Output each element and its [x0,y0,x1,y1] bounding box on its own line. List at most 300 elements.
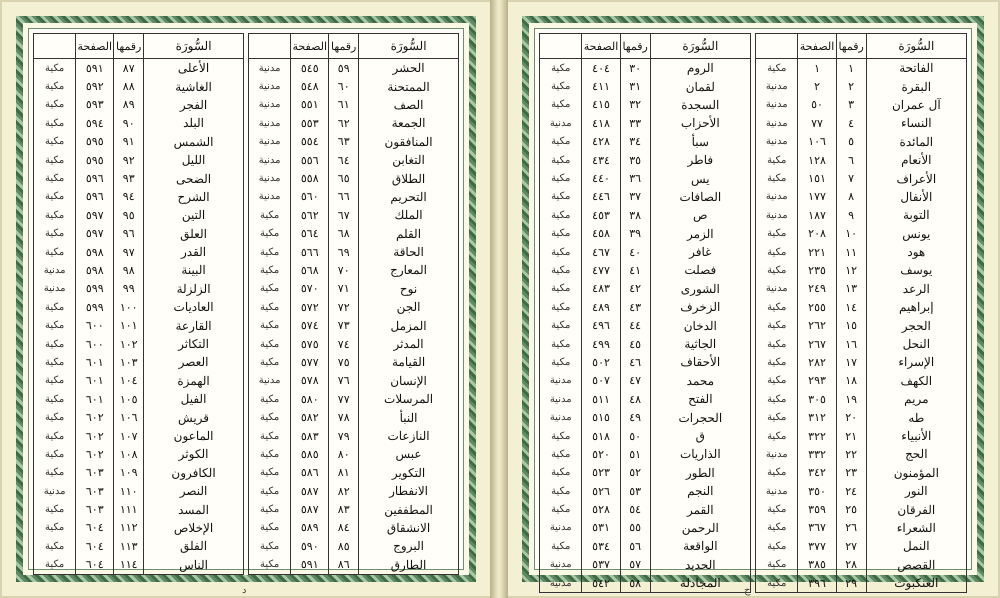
table-row [540,574,751,593]
surah-name: الواقعة [650,537,750,555]
surah-number: ١٣ [836,280,866,298]
revelation-type: مكية [34,243,76,261]
table-row [540,500,751,518]
table-row [249,77,459,95]
table-row [756,500,967,518]
revelation-type: مدنية [540,408,582,426]
surah-page: ٣٩٦ [798,574,836,593]
surah-name: ص [650,206,750,224]
revelation-type: مكية [34,298,76,316]
surah-name: آل عمران [866,96,966,114]
table-row [756,556,967,574]
table-row [540,206,751,224]
surah-page: ٥٩٥ [76,133,114,151]
table-row [249,96,459,114]
surah-page: ٦٠١ [76,353,114,371]
surah-number: ٣٨ [620,206,650,224]
revelation-type: مكية [756,261,798,279]
table-row [34,537,244,555]
table-row [756,206,967,224]
surah-number: ١٠٢ [114,335,144,353]
surah-index-table [755,33,967,593]
revelation-type: مكية [249,243,291,261]
surah-name: النجم [650,482,750,500]
table-row [756,169,967,187]
surah-name: الإنسان [359,372,459,390]
surah-name: لقمان [650,77,750,95]
table-row [249,537,459,555]
table-row [34,353,244,371]
surah-number: ١٠٥ [114,390,144,408]
surah-number: ٧٣ [329,316,359,334]
surah-name: الشورى [650,280,750,298]
surah-number: ٩١ [114,133,144,151]
surah-number: ١٠٠ [114,298,144,316]
surah-name: الطور [650,464,750,482]
surah-number: ٥٩ [329,59,359,78]
surah-name: البينة [144,261,244,279]
surah-number: ٤٠ [620,243,650,261]
surah-name: الليل [144,151,244,169]
surah-number: ٥٨ [620,574,650,593]
table-row [540,280,751,298]
surah-number: ٢١ [836,427,866,445]
surah-number: ٦٥ [329,169,359,187]
surah-name: الفيل [144,390,244,408]
revelation-type: مدنية [34,280,76,298]
surah-page: ٤٢٨ [582,133,620,151]
table-row [249,133,459,151]
surah-page: ٤٦٧ [582,243,620,261]
surah-page: ٥٧٢ [291,298,329,316]
table-row [34,316,244,334]
table-row [249,445,459,463]
surah-page: ٣٦٧ [798,519,836,537]
surah-number: ١٧ [836,353,866,371]
surah-name: الأنعام [866,151,966,169]
surah-page: ٢٥٥ [798,298,836,316]
surah-name: يس [650,169,750,187]
table-row [540,372,751,390]
surah-page: ٥٢٣ [582,464,620,482]
revelation-type: مكية [34,225,76,243]
revelation-type: مكية [34,114,76,132]
surah-page: ٥٨٧ [291,500,329,518]
surah-page: ٢٠٨ [798,225,836,243]
surah-name: الأعلى [144,59,244,78]
revelation-type: مكية [249,335,291,353]
revelation-type: مدنية [756,280,798,298]
table-row [249,151,459,169]
table-row [540,169,751,187]
surah-number: ٢٣ [836,464,866,482]
revelation-type: مكية [756,390,798,408]
surah-number: ١٥ [836,316,866,334]
surah-page: ٥٠ [798,96,836,114]
surah-number: ٥١ [620,445,650,463]
revelation-type: مدنية [540,114,582,132]
revelation-type: مكية [540,445,582,463]
surah-name: الشرح [144,188,244,206]
revelation-type: مكية [34,77,76,95]
surah-page: ٢٤٩ [798,280,836,298]
surah-page: ٣٨٥ [798,556,836,574]
surah-name: الحاقة [359,243,459,261]
surah-number: ٦٤ [329,151,359,169]
table-row [756,188,967,206]
surah-name: الروم [650,59,750,78]
surah-page: ٥٩٩ [76,298,114,316]
surah-number: ٣٥ [620,151,650,169]
surah-name: الكوثر [144,445,244,463]
revelation-type: مكية [756,353,798,371]
table-row [249,500,459,518]
surah-page: ٢٢١ [798,243,836,261]
revelation-type: مكية [249,280,291,298]
right-page [508,2,998,596]
revelation-type: مكية [34,59,76,78]
table-row [34,151,244,169]
revelation-type: مدنية [756,114,798,132]
surah-name: المدثر [359,335,459,353]
surah-page: ٥٩٧ [76,206,114,224]
page-marker: ج [744,585,751,596]
table-row [540,188,751,206]
table-row [756,114,967,132]
surah-name: الكافرون [144,464,244,482]
surah-name: النور [866,482,966,500]
surah-number: ١١٠ [114,482,144,500]
table-header-row [249,34,459,59]
revelation-type: مكية [756,335,798,353]
table-row [756,408,967,426]
table-row [540,243,751,261]
surah-page: ٤٠٤ [582,59,620,78]
surah-page: ٦٠١ [76,372,114,390]
table-row [249,243,459,261]
revelation-type: مكية [540,169,582,187]
surah-name: النازعات [359,427,459,445]
table-row [756,96,967,114]
surah-number: ٩٣ [114,169,144,187]
table-row [756,261,967,279]
surah-name: عبس [359,445,459,463]
surah-number: ١٠٩ [114,464,144,482]
revelation-type: مكية [540,482,582,500]
revelation-type: مكية [249,500,291,518]
surah-number: ٤ [836,114,866,132]
surah-number: ٨٧ [114,59,144,78]
surah-name: التوبة [866,206,966,224]
table-row [756,464,967,482]
revelation-type: مكية [249,408,291,426]
table-row [249,298,459,316]
revelation-type: مكية [34,537,76,555]
surah-page: ٥٩٦ [76,188,114,206]
surah-page: ٥٤٥ [291,59,329,78]
surah-page: ٥٩١ [76,59,114,78]
surah-name: نوح [359,280,459,298]
revelation-type: مكية [756,464,798,482]
table-row [756,151,967,169]
revelation-type: مكية [756,59,798,78]
table-row [540,298,751,316]
header-type [249,34,291,59]
surah-name: هود [866,243,966,261]
surah-page: ٤٤٦ [582,188,620,206]
surah-number: ٣٧ [620,188,650,206]
surah-number: ٨١ [329,464,359,482]
table-row [540,316,751,334]
surah-page: ٥٣٧ [582,556,620,574]
surah-name: فاطر [650,151,750,169]
table-row [540,519,751,537]
surah-name: التين [144,206,244,224]
surah-page: ٥٩٢ [76,77,114,95]
surah-page: ٤٤٠ [582,169,620,187]
surah-number: ٨٢ [329,482,359,500]
surah-name: القصص [866,556,966,574]
surah-page: ٥٦٨ [291,261,329,279]
surah-page: ١٢٨ [798,151,836,169]
revelation-type: مكية [249,206,291,224]
surah-name: المنافقون [359,133,459,151]
table-row [756,335,967,353]
surah-page: ٥٩٠ [291,537,329,555]
table-row [756,243,967,261]
surah-number: ٣٩ [620,225,650,243]
surah-name: الغاشية [144,77,244,95]
revelation-type: مكية [756,169,798,187]
surah-name: الحجر [866,316,966,334]
revelation-type: مدنية [249,188,291,206]
header-page: الصفحة [798,34,836,59]
surah-page: ٥٨٢ [291,408,329,426]
surah-page: ٥٨٧ [291,482,329,500]
surah-page: ١٥١ [798,169,836,187]
revelation-type: مدنية [249,59,291,78]
header-type [540,34,582,59]
table-row [756,519,967,537]
table-row [34,408,244,426]
revelation-type: مكية [540,261,582,279]
table-row [540,114,751,132]
surah-name: التحريم [359,188,459,206]
surah-name: الزخرف [650,298,750,316]
revelation-type: مكية [540,206,582,224]
surah-number: ١١ [836,243,866,261]
revelation-type: مكية [756,298,798,316]
surah-name: الجاثية [650,335,750,353]
surah-name: العاديات [144,298,244,316]
surah-page: ٥٩٣ [76,96,114,114]
revelation-type: مدنية [540,372,582,390]
revelation-type: مكية [34,151,76,169]
surah-page: ٤١١ [582,77,620,95]
revelation-type: مدنية [540,390,582,408]
revelation-type: مكية [34,464,76,482]
revelation-type: مكية [756,574,798,593]
surah-name: الضحى [144,169,244,187]
surah-page: ٥٩٦ [76,169,114,187]
revelation-type: مكية [540,280,582,298]
surah-number: ٦١ [329,96,359,114]
surah-number: ٦٣ [329,133,359,151]
table-row [34,169,244,187]
surah-page: ٧٧ [798,114,836,132]
surah-number: ١٠ [836,225,866,243]
surah-page: ٥٧٠ [291,280,329,298]
revelation-type: مدنية [540,574,582,593]
revelation-type: مكية [540,133,582,151]
surah-name: المعارج [359,261,459,279]
surah-number: ٤٧ [620,372,650,390]
table-row [249,335,459,353]
table-row [249,188,459,206]
table-row [34,335,244,353]
surah-name: الناس [144,556,244,575]
surah-page: ٤٥٨ [582,225,620,243]
surah-number: ٦٩ [329,243,359,261]
revelation-type: مدنية [756,206,798,224]
surah-number: ١١٣ [114,537,144,555]
surah-number: ٥٢ [620,464,650,482]
revelation-type: مكية [34,169,76,187]
surah-name: السجدة [650,96,750,114]
surah-number: ١١١ [114,500,144,518]
surah-number: ٨٤ [329,519,359,537]
surah-page: ٦٠٣ [76,482,114,500]
surah-number: ٨٨ [114,77,144,95]
table-row [34,427,244,445]
revelation-type: مكية [34,556,76,575]
revelation-type: مكية [249,225,291,243]
surah-name: يونس [866,225,966,243]
surah-number: ١١٤ [114,556,144,575]
surah-name: الفرقان [866,500,966,518]
table-row [34,206,244,224]
surah-page: ٦٠٠ [76,335,114,353]
revelation-type: مكية [34,188,76,206]
header-surah: السُّورَة [144,34,244,59]
surah-name: الزمر [650,225,750,243]
revelation-type: مكية [34,427,76,445]
table-row [540,96,751,114]
table-header-row [540,34,751,59]
table-row [34,500,244,518]
surah-number: ٢٤ [836,482,866,500]
revelation-type: مكية [249,482,291,500]
surah-page: ٤٩٩ [582,335,620,353]
surah-number: ٦ [836,151,866,169]
surah-page: ١٨٧ [798,206,836,224]
surah-number: ١٠٨ [114,445,144,463]
surah-page: ٥٥٣ [291,114,329,132]
table-row [540,353,751,371]
surah-page: ٥٩٩ [76,280,114,298]
header-surah: السُّورَة [359,34,459,59]
revelation-type: مدنية [540,519,582,537]
table-row [756,280,967,298]
surah-page: ٥٦٤ [291,225,329,243]
surah-page: ٥٥٦ [291,151,329,169]
table-row [540,390,751,408]
table-row [249,519,459,537]
table-row [249,372,459,390]
table-row [34,556,244,575]
surah-page: ٥٧٤ [291,316,329,334]
surah-page: ٣١٢ [798,408,836,426]
table-row [249,169,459,187]
revelation-type: مكية [540,225,582,243]
surah-number: ٣٢ [620,96,650,114]
surah-page: ٥٩٥ [76,151,114,169]
revelation-type: مكية [34,133,76,151]
surah-name: القدر [144,243,244,261]
surah-number: ١٠٣ [114,353,144,371]
surah-page: ٥٩٨ [76,243,114,261]
surah-page: ٤٥٣ [582,206,620,224]
surah-name: الرعد [866,280,966,298]
surah-page: ٢٦٢ [798,316,836,334]
revelation-type: مدنية [756,188,798,206]
table-row [249,464,459,482]
surah-name: الأحزاب [650,114,750,132]
book-gutter [490,0,508,598]
surah-name: الشمس [144,133,244,151]
surah-name: التغابن [359,151,459,169]
surah-page: ١٠٦ [798,133,836,151]
revelation-type: مكية [756,556,798,574]
header-surah: السُّورَة [650,34,750,59]
table-row [540,556,751,574]
surah-page: ٦٠١ [76,390,114,408]
page-marker: د [242,585,247,596]
surah-page: ٥٦٢ [291,206,329,224]
table-row [34,445,244,463]
surah-number: ٨٠ [329,445,359,463]
surah-name: طه [866,408,966,426]
surah-index-table [33,33,244,575]
revelation-type: مكية [249,427,291,445]
surah-page: ٥٩٤ [76,114,114,132]
table-row [540,335,751,353]
revelation-type: مدنية [34,482,76,500]
surah-name: النساء [866,114,966,132]
revelation-type: مكية [34,408,76,426]
table-row [34,390,244,408]
revelation-type: مكية [249,464,291,482]
surah-number: ٤٣ [620,298,650,316]
surah-page: ٦٠٤ [76,537,114,555]
revelation-type: مكية [540,335,582,353]
surah-name: الجمعة [359,114,459,132]
revelation-type: مكية [34,335,76,353]
surah-number: ٢ [836,77,866,95]
surah-name: الإسراء [866,353,966,371]
surah-name: التكاثر [144,335,244,353]
table-row [249,59,459,78]
surah-number: ٤١ [620,261,650,279]
revelation-type: مكية [540,316,582,334]
surah-number: ٧٥ [329,353,359,371]
surah-page: ١ [798,59,836,78]
revelation-type: مكية [249,390,291,408]
surah-number: ١٦ [836,335,866,353]
surah-name: الذاريات [650,445,750,463]
surah-page: ٥٣٤ [582,537,620,555]
revelation-type: مكية [34,353,76,371]
